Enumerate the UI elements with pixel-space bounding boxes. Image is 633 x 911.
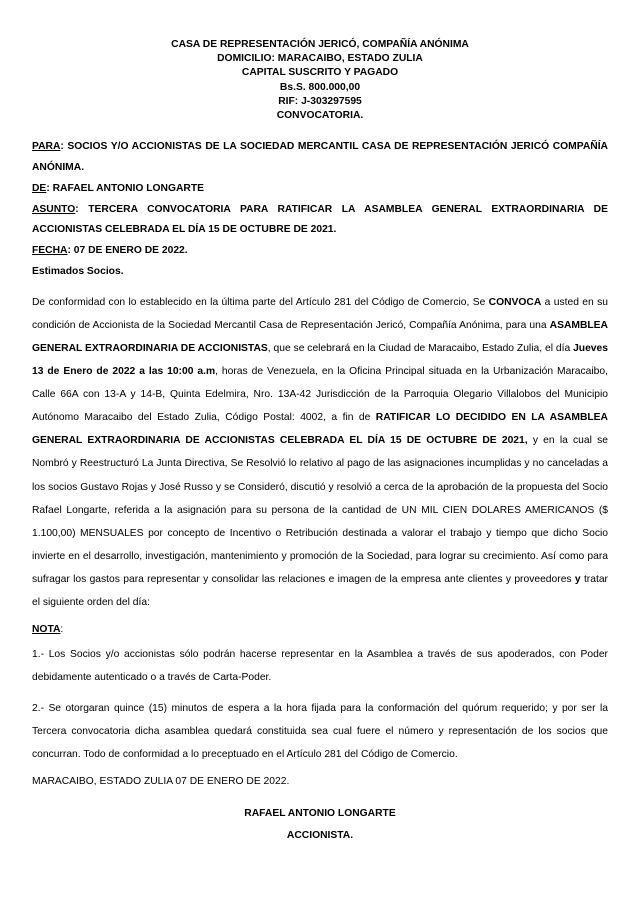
company-domicile: DOMICILIO: MARACAIBO, ESTADO ZULIA xyxy=(217,53,423,65)
signer-role: ACCIONISTA. xyxy=(286,830,354,842)
capital-amount: Bs.S. 800.000,00 xyxy=(279,81,361,93)
body-text: tratar el siguiente orden del día: xyxy=(32,573,608,609)
body-bold: Jueves 13 de Enero de 2022 a las 10:00 a.m xyxy=(32,342,608,378)
body-bold: RATIFICAR LO DECIDIDO EN LA ASAMBLEA GENERAL EXTRAORDINARIA DE ACCIONISTAS CELEBRADA EL DÍA 15 DE OCTUBRE DE 2021, xyxy=(32,412,608,447)
document-header xyxy=(32,38,608,123)
para-text: : SOCIOS Y/O ACCIONISTAS DE LA SOCIEDAD MERCANTIL CASA DE REPRESENTACIÓN JERICÓ COMPAÑÍA ANÓNIMA. xyxy=(32,141,608,174)
nota-item-1: 1.- Los Socios y/o accionistas sólo podrán hacerse representar en la Asamblea a través de sus apoderados, con Poder debidamente autenticado o a través de Carta-Poder. xyxy=(32,649,608,684)
body-text: y en la cual se Nombró y Reestructuró La Junta Directiva, Se Resolvió lo relativo al pago de las asignaciones incumplidas y no canceladas a los socios Gustavo Rojas y José Russo y se Consideró, discutió y resolvió a cerca de la aprobación de la propuesta del Socio Rafael Longarte, referida a la asignación para su persona de la cantidad de UN MIL CIEN DOLARES AMERICANOS ($ 1.100,00) MENSUALES por concepto de Incentivo o Retribución destinada a valorar el trabajo y tiempo que dicho Socio invierte en el desarrollo, investigación, mantenimiento y promoción de la Sociedad, para lograr su crecimiento. Así como para sufragar los gastos para representar y consolidar las relaciones e imagen de la empresa ante clientes y proveedores xyxy=(32,435,608,585)
nota-heading xyxy=(32,624,608,635)
asunto-label: ASUNTO xyxy=(32,203,76,215)
capital-heading: CAPITAL SUSCRITO Y PAGADO xyxy=(241,67,399,79)
asunto-field xyxy=(32,200,608,242)
greeting: Estimados Socios. xyxy=(32,266,124,277)
nota-item-2: 2.- Se otorgaran quince (15) minutos de espera a la hora fijada para la conformación del quórum requerido; y por ser la Tercera convocatoria dicha asamblea quedará constituida sea cual fuere el número y representación de los socios que concurran. Todo de conformidad a lo preceptuado en el Artículo 281 del Código de Comercio. xyxy=(32,703,608,761)
signature-block xyxy=(32,803,608,847)
company-rif: RIF: J-303297595 xyxy=(278,95,362,107)
fecha-text: : 07 DE ENERO DE 2022. xyxy=(67,245,188,257)
body-text: , horas de Venezuela, en la Oficina Principal situada en la Urbanización Maracaibo, Calle 66A con 13-A y 14-B, Quinta Edelmira, Nro. 13A-42 Jurisdicción de la Parroquia Olegario Villalobos del Municipio Autónomo Maracaibo del Estado Zulia, Código Postal: 4002, a fin de xyxy=(32,366,608,424)
fecha-field xyxy=(32,241,608,262)
body-bold: y xyxy=(574,573,581,585)
company-name: CASA DE REPRESENTACIÓN JERICÓ, COMPAÑÍA ANÓNIMA xyxy=(171,39,469,50)
body-text: a usted en su condición de Accionista de la Sociedad Mercantil Casa de Representación Jericó, Compañía Anónima, para una xyxy=(32,296,608,331)
document-title: CONVOCATORIA. xyxy=(276,110,364,122)
document-page xyxy=(32,38,608,847)
nota-label: NOTA xyxy=(32,624,61,636)
nota-colon: : xyxy=(60,624,64,636)
signer-name: RAFAEL ANTONIO LONGARTE xyxy=(244,808,396,820)
de-label: DE xyxy=(32,182,47,194)
body-text: , que se celebrará en la Ciudad de Maracaibo, Estado Zulia, el día xyxy=(267,342,574,354)
body-bold: CONVOCA xyxy=(488,296,542,308)
place-date: MARACAIBO, ESTADO ZULIA 07 DE ENERO DE 2022. xyxy=(32,776,290,788)
body-bold: ASAMBLEA GENERAL EXTRAORDINARIA DE ACCIONISTAS xyxy=(32,319,608,354)
para-label: PARA xyxy=(32,141,61,153)
fecha-label: FECHA xyxy=(32,245,68,257)
para-field xyxy=(32,137,608,179)
convocation-paragraph xyxy=(32,291,608,614)
memo-fields xyxy=(32,137,608,283)
asunto-text: : TERCERA CONVOCATORIA PARA RATIFICAR LA ASAMBLEA GENERAL EXTRAORDINARIA DE ACCIONISTAS CELEBRADA EL DÍA 15 DE OCTUBRE DE 2021. xyxy=(32,203,608,236)
de-field xyxy=(32,179,608,200)
body-text: De conformidad con lo establecido en la última parte del Artículo 281 del Código de Comercio, Se xyxy=(32,296,489,308)
de-text: : RAFAEL ANTONIO LONGARTE xyxy=(46,182,205,194)
